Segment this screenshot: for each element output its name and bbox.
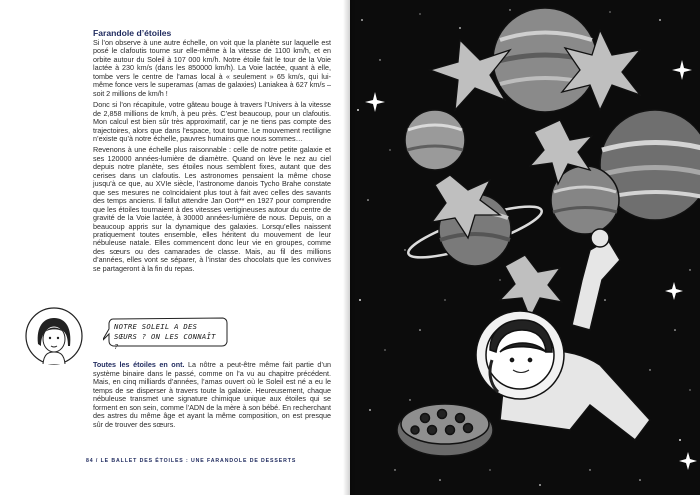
main-text-column (93, 28, 331, 273)
speech-bubble-text: NOTRE SOLEIL A DES SŒURS ? ON LES CONNAÎT ? (114, 322, 216, 351)
lower-lead: Toutes les étoiles en ont. (93, 360, 185, 369)
page-footer: 84 / LE BALLET DES ÉTOILES : UNE FARANDOLE DE DESSERTS (86, 458, 297, 464)
section-title: Farandole d’étoiles (93, 28, 172, 38)
astronomer-portrait-icon (24, 306, 84, 366)
right-page-illustration (350, 0, 700, 495)
paragraph-2: Donc si l’on récapitule, votre gâteau bouge à travers l’Univers à la vitesse de 2,858 millions de km/h, à peu près. C’est beaucoup, pour un clafoutis. Mon calcul est bien sûr très approximatif, car je ne tiens pas compte des trajectoires, alors que dans l’espace, tout tourne. Le mouvement rectiligne n’existe qu’à notre échelle, pauvres humains que nous sommes… (93, 100, 331, 143)
lower-paragraph: La nôtre a peut-être même fait partie d’un système binaire dans le passé, comme on l’a vu au chapitre précédent. Mais, en cinq milliards d’années, l’amas ouvert où le Soleil est né a eu le temps de se disperser à travers toute la galaxie. Heureusement, chaque nébuleuse transmet une signature chimique unique aux étoiles qui se forment en son sein, comme l’ADN de la mère à son bébé. En recherchant des astres du même âge et ayant la même composition, on est presque sûr de trouver des sœurs. (93, 360, 331, 429)
lower-text-block (93, 361, 331, 429)
clafoutis-cake (397, 404, 493, 456)
paragraph-3: Revenons à une échelle plus raisonnable : celle de notre petite galaxie et ses 120000 années-lumière de diamètre. Quand on lève le nez au ciel depuis notre planète, ses étoiles nous semblent fixes, autant que des cerises dans un clafoutis. Les astronomes pensaient la même chose jusqu’à ce que, au XVIe siècle, l’astronome danois Tycho Brahe constate que ses mesures ne coïncidaient plus tout à fait avec celles des savants des temps anciens. Il fallut attendre Jan Oort** en 1927 pour comprendre que les étoiles tournaient à des vitesses vertigineuses autour du centre de gravité de la Voie lactée, à 30000 années-lumière de nous. Depuis, on a beaucoup appris sur la dynamique des galaxies. Lorsqu’elles naissent pratiquement toutes ensemble, elles héritent du mouvement de leur nébuleuse natale. Elles commencent donc leur vie en groupes, comme des sœurs ou des camarades de classe. Mais, au fil des millions d’années, elles vont se séparer, à l’instar des chocolats que les convives se partageront à la fin du repas. (93, 145, 331, 273)
planet-small-left (405, 110, 465, 170)
page-gutter (343, 0, 357, 495)
paragraph-1: Si l’on observe à une autre échelle, on voit que la planète sur laquelle est posé le clafoutis tourne sur elle-même à la vitesse de 1100 km/h, et en orbite autour du Soleil à 107 000 km/h. Notre étoile fait le tour de la Voie lactée à 230 km/s (dans les 850000 km/h). La Voie lactée, quant à elle, tombe vers le centre de l’amas local à « seulement » 65 km/s, qui lui-même fonce vers le superamas (amas de galaxies) Laniakea à 627 km/s – soit 2 millions de km/h ! (93, 38, 331, 98)
space-illustration (350, 0, 700, 495)
